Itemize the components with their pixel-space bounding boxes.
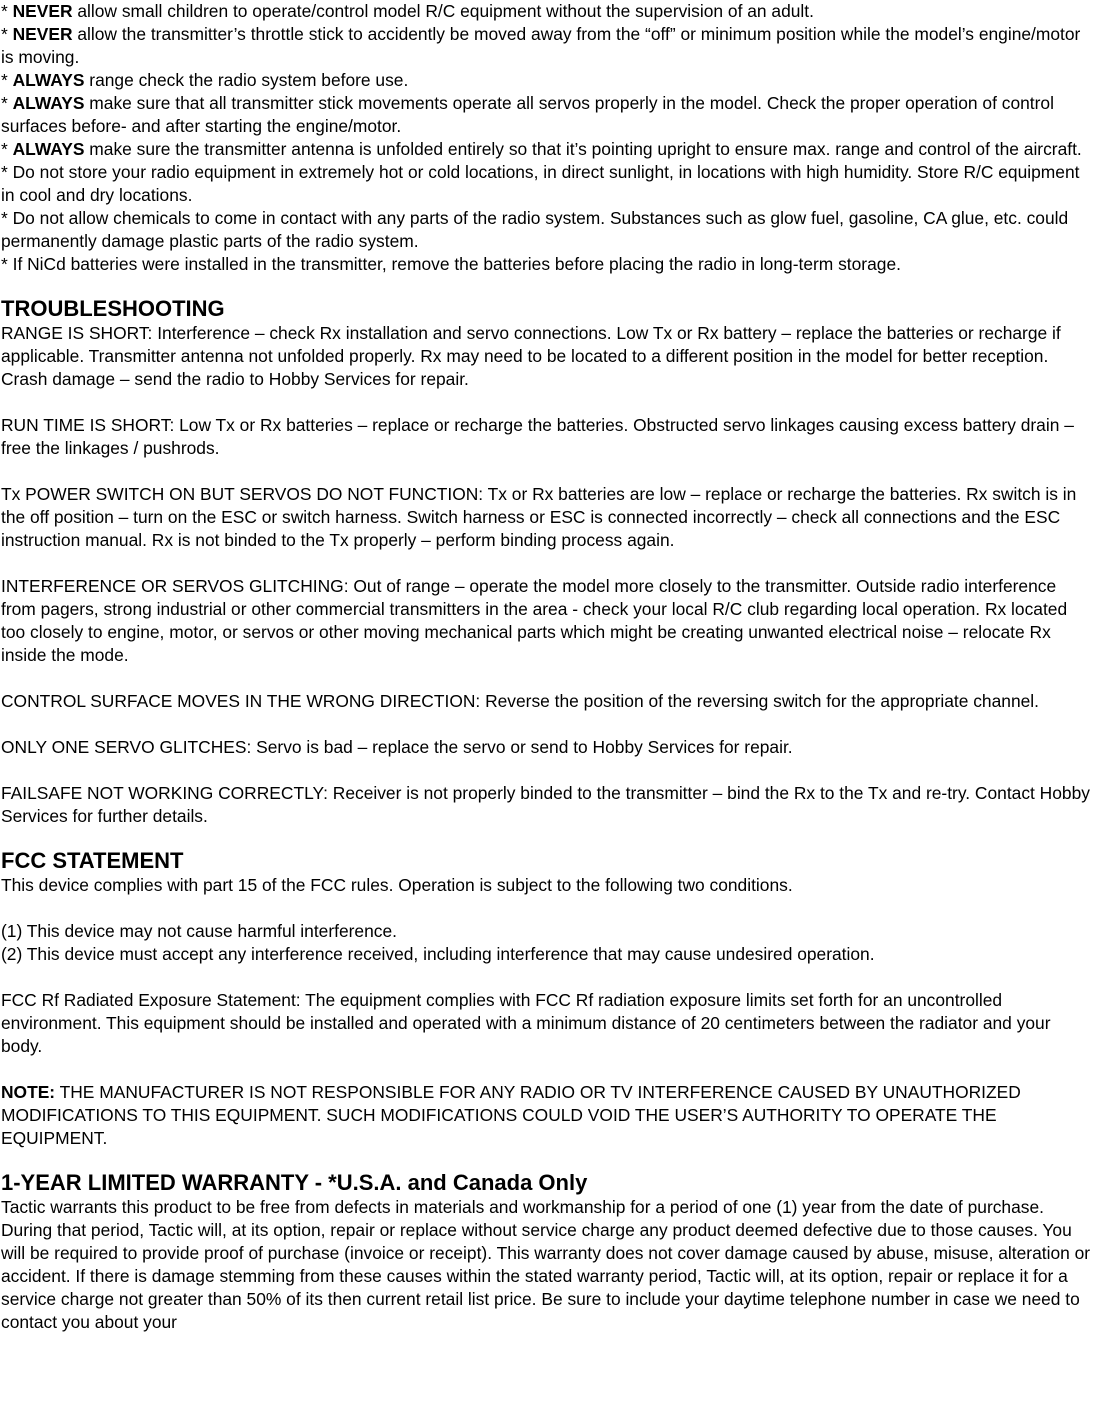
troubleshooting-item: CONTROL SURFACE MOVES IN THE WRONG DIRECTION: Reverse the position of the reversing switch for the appropriate channel. [1,691,1039,711]
safety-text: allow small children to operate/control model R/C equipment without the supervision of an adult. [72,1,814,21]
safety-item: * NEVER allow the transmitter’s throttle stick to accidently be moved away from the “off” or minimum position while the model’s engine/motor is moving. [1,24,1081,67]
troubleshooting-item: Tx POWER SWITCH ON BUT SERVOS DO NOT FUNCTION: Tx or Rx batteries are low – replace or recharge the batteries. Rx switch is in the off position – turn on the ESC or switch harness. Switch harness or ESC is connected incorrectly – check all connections and the ESC instruction manual. Rx is not binded to the Tx properly – perform binding process again. [1,484,1077,550]
safety-text: make sure the transmitter antenna is unfolded entirely so that it’s pointing upright to ensure max. range and control of the aircraft. [84,139,1082,159]
warranty-text: Tactic warrants this product to be free from defects in materials and workmanship for a period of one (1) year from the date of purchase. During that period, Tactic will, at its option, repair or replace without service charge any product deemed defective due to those causes. You will be required to provide proof of purchase (invoice or receipt). This warranty does not cover damage caused by abuse, misuse, alteration or accident. If there is damage stemming from these causes within the stated warranty period, Tactic will, at its option, repair or replace it for a service charge not greater than 50% of its then current retail list price. Be sure to include your daytime telephone number in case we need to contact you about your [1,1197,1091,1332]
safety-prefix: NEVER [12,1,73,21]
safety-text: Do not store your radio equipment in extremely hot or cold locations, in direct sunlight, in locations with high humidity. Store R/C equipment in cool and dry locations. [1,162,1080,205]
safety-item: * NEVER allow small children to operate/control model R/C equipment without the supervision of an adult. [1,1,814,21]
troubleshooting-item: FAILSAFE NOT WORKING CORRECTLY: Receiver is not properly binded to the transmitter – bind the Rx to the Tx and re-try. Contact Hobby Services for further details. [1,783,1090,826]
fcc-rf-statement: FCC Rf Radiated Exposure Statement: The equipment complies with FCC Rf radiation exposure limits set forth for an uncontrolled environment. This equipment should be installed and operated with a minimum distance of 20 centimeters between the radiator and your body. [1,990,1051,1056]
safety-text: make sure that all transmitter stick movements operate all servos properly in the model. Check the proper operation of control surfaces before- and after starting the engine/motor. [1,93,1054,136]
fcc-intro: This device complies with part 15 of the FCC rules. Operation is subject to the following two conditions. [1,875,793,895]
safety-item: * If NiCd batteries were installed in the transmitter, remove the batteries before placing the radio in long-term storage. [1,254,901,274]
troubleshooting-item: RUN TIME IS SHORT: Low Tx or Rx batteries – replace or recharge the batteries. Obstructed servo linkages causing excess battery drain – free the linkages / pushrods. [1,415,1074,458]
fcc-note [1,1081,1094,1150]
safety-text: Do not allow chemicals to come in contact with any parts of the radio system. Substances such as glow fuel, gasoline, CA glue, etc. could permanently damage plastic parts of the radio system. [1,208,1069,251]
troubleshooting-section [1,296,1094,828]
safety-list [1,0,1094,276]
safety-prefix: ALWAYS [12,93,85,113]
note-text: THE MANUFACTURER IS NOT RESPONSIBLE FOR ANY RADIO OR TV INTERFERENCE CAUSED BY UNAUTHORIZED MODIFICATIONS TO THIS EQUIPMENT. SUCH MODIFICATIONS COULD VOID THE USER’S AUTHORITY TO OPERATE THE EQUIPMENT. [1,1082,1021,1148]
section-heading: TROUBLESHOOTING [1,296,225,321]
fcc-section [1,848,1094,1150]
fcc-condition: (1) This device may not cause harmful interference. [1,921,397,941]
safety-text: If NiCd batteries were installed in the transmitter, remove the batteries before placing the radio in long-term storage. [12,254,901,274]
safety-text: range check the radio system before use. [84,70,409,90]
section-heading: FCC STATEMENT [1,848,184,873]
troubleshooting-item: ONLY ONE SERVO GLITCHES: Servo is bad – replace the servo or send to Hobby Services for repair. [1,737,793,757]
troubleshooting-item: INTERFERENCE OR SERVOS GLITCHING: Out of range – operate the model more closely to the transmitter. Outside radio interference from pagers, strong industrial or other commercial transmitters in the area - check your local R/C club regarding local operation. Rx located too closely to engine, motor, or servos or other moving mechanical parts which might be creating unwanted electrical noise – relocate Rx inside the mode. [1,576,1068,665]
warranty-section [1,1170,1094,1334]
safety-item: * ALWAYS range check the radio system before use. [1,70,409,90]
safety-prefix: ALWAYS [12,70,85,90]
safety-item: * ALWAYS make sure that all transmitter stick movements operate all servos properly in the model. Check the proper operation of control surfaces before- and after starting the engine/motor. [1,93,1054,136]
safety-prefix: ALWAYS [12,139,85,159]
safety-prefix: NEVER [12,24,73,44]
safety-item: * ALWAYS make sure the transmitter antenna is unfolded entirely so that it’s pointing upright to ensure max. range and control of the aircraft. [1,139,1082,159]
fcc-condition: (2) This device must accept any interference received, including interference that may cause undesired operation. [1,944,875,964]
troubleshooting-item: RANGE IS SHORT: Interference – check Rx installation and servo connections. Low Tx or Rx battery – replace the batteries or recharge if applicable. Transmitter antenna not unfolded properly. Rx may need to be located to a different position in the model for better reception. Crash damage – send the radio to Hobby Services for repair. [1,323,1061,389]
safety-item: * Do not allow chemicals to come in contact with any parts of the radio system. Substances such as glow fuel, gasoline, CA glue, etc. could permanently damage plastic parts of the radio system. [1,208,1069,251]
note-label: NOTE: [1,1082,56,1102]
safety-text: allow the transmitter’s throttle stick to accidently be moved away from the “off” or minimum position while the model’s engine/motor is moving. [1,24,1081,67]
section-heading: 1-YEAR LIMITED WARRANTY - *U.S.A. and Canada Only [1,1170,588,1195]
safety-item: * Do not store your radio equipment in extremely hot or cold locations, in direct sunlight, in locations with high humidity. Store R/C equipment in cool and dry locations. [1,162,1080,205]
